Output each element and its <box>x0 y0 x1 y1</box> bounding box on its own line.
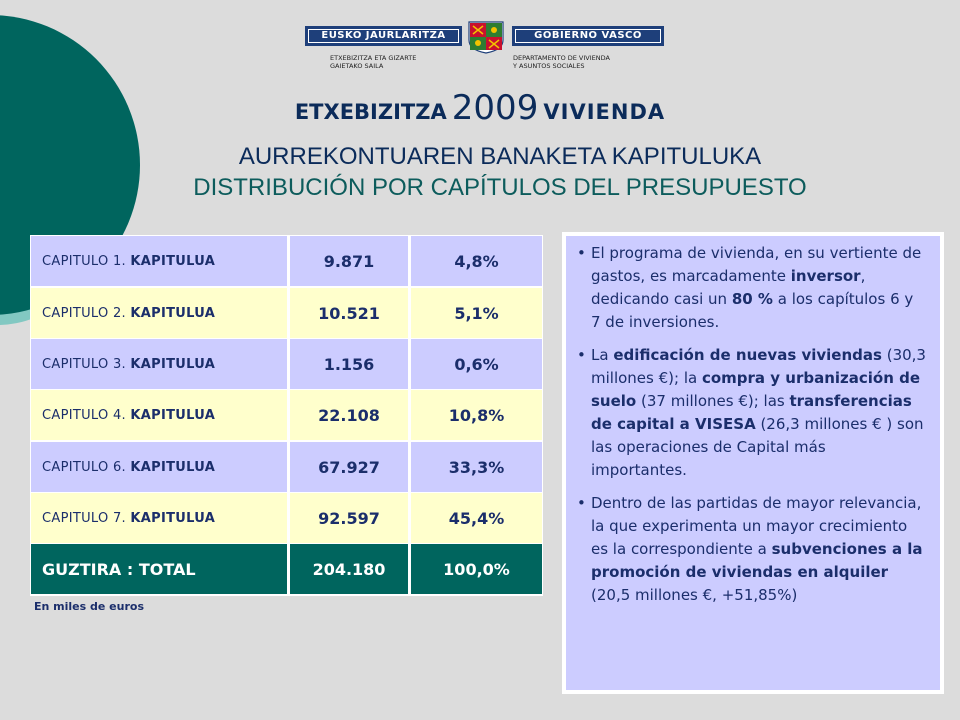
table-row <box>30 338 543 390</box>
chapter-label: CAPITULO 4. KAPITULUA <box>31 390 287 440</box>
title-word-basque: ETXEBIZITZA <box>294 100 447 124</box>
chapter-amount: 22.108 <box>290 390 408 440</box>
chapter-percent: 0,6% <box>411 339 542 389</box>
chapter-amount: 1.156 <box>290 339 408 389</box>
chapter-label: CAPITULO 2. KAPITULUA <box>31 288 287 338</box>
total-label: GUZTIRA : TOTAL <box>31 544 287 594</box>
chapter-amount: 67.927 <box>290 442 408 492</box>
chapter-percent: 33,3% <box>411 442 542 492</box>
department-basque <box>330 54 416 70</box>
logo-right-label: GOBIERNO VASCO <box>512 26 664 46</box>
dept-left-line2: GAIETAKO SAILA <box>330 62 384 70</box>
subtitle-basque: AURREKONTUAREN BANAKETA KAPITULUKA <box>238 143 762 170</box>
bullet-investment: • El programa de vivienda, en su vertiente de gastos, es marcadamente inversor, dedicando casi un 80 % a los capítulos 6 y 7 de inversiones. <box>591 242 926 334</box>
government-logo <box>305 26 662 46</box>
total-amount: 204.180 <box>290 544 408 594</box>
units-note: En miles de euros <box>34 600 144 613</box>
chapter-percent: 5,1% <box>411 288 542 338</box>
bullet-rental-subsidies: • Dentro de las partidas de mayor relevancia, la que experimenta un mayor crecimiento es la correspondiente a subvenciones a la promoción de viviendas en alquiler (20,5 millones €, +51,85%) <box>591 492 926 607</box>
chapter-amount: 92.597 <box>290 493 408 543</box>
table-row <box>30 441 543 493</box>
dept-right-line1: DEPARTAMENTO DE VIVIENDA <box>513 54 610 62</box>
chapter-percent: 4,8% <box>411 236 542 286</box>
chapter-amount: 9.871 <box>290 236 408 286</box>
chapter-label: CAPITULO 3. KAPITULUA <box>31 339 287 389</box>
table-row <box>30 287 543 339</box>
commentary-panel <box>562 232 944 694</box>
chapter-label: CAPITULO 1. KAPITULUA <box>31 236 287 286</box>
title-year: 2009 <box>451 88 539 128</box>
page-title <box>0 88 960 128</box>
commentary-panel-inner <box>566 236 940 690</box>
coat-of-arms-icon <box>465 20 507 54</box>
logo-left-label: EUSKO JAURLARITZA <box>305 26 462 46</box>
chapter-label: CAPITULO 7. KAPITULUA <box>31 493 287 543</box>
total-percent: 100,0% <box>411 544 542 594</box>
table-row <box>30 492 543 544</box>
budget-table <box>30 235 543 596</box>
dept-right-line2: Y ASUNTOS SOCIALES <box>513 62 585 70</box>
table-row <box>30 235 543 287</box>
chapter-amount: 10.521 <box>290 288 408 338</box>
bullet-capital-operations: • La edificación de nuevas viviendas (30,3 millones €); la compra y urbanización de suelo (37 millones €); las transferencias de capital a VISESA (26,3 millones € ) son las operaciones de Capital más importantes. <box>591 344 926 482</box>
dept-left-line1: ETXEBIZITZA ETA GIZARTE <box>330 54 417 62</box>
department-spanish <box>513 54 610 70</box>
chapter-percent: 10,8% <box>411 390 542 440</box>
title-word-spanish: VIVIENDA <box>543 100 666 124</box>
table-row <box>30 389 543 441</box>
table-total-row <box>30 543 543 595</box>
chapter-percent: 45,4% <box>411 493 542 543</box>
subtitle-spanish: DISTRIBUCIÓN POR CAPÍTULOS DEL PRESUPUESTO <box>193 174 807 201</box>
chapter-label: CAPITULO 6. KAPITULUA <box>31 442 287 492</box>
